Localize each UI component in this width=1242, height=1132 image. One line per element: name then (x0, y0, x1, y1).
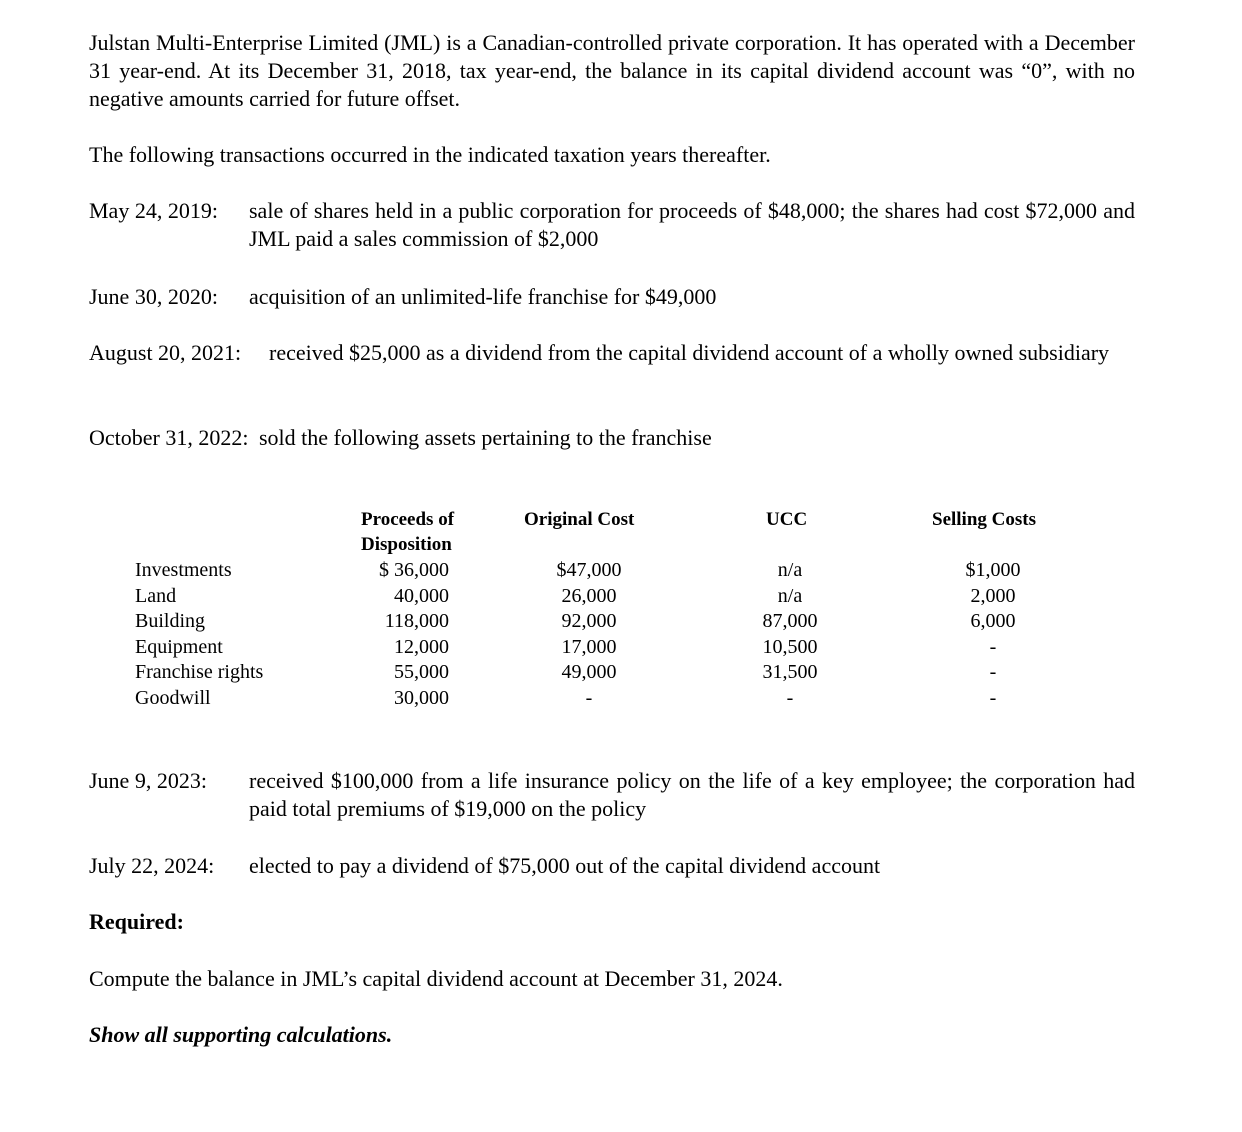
transaction-entry (89, 424, 1135, 452)
table-cell-proceeds: 118,000 (384, 610, 449, 632)
header-selling-costs: Selling Costs (932, 509, 1036, 530)
transaction-entry (89, 339, 1135, 367)
table-cell-ucc: 87,000 (762, 610, 818, 632)
transaction-text: received $100,000 from a life insurance policy on the life of a key employee; the corporation had paid total premiums of $19,000 on the policy (249, 768, 1135, 821)
table-cell-cost: 17,000 (561, 635, 617, 658)
table-cell-selling: $1,000 (965, 559, 1021, 581)
question-text: Compute the balance in JML’s capital dividend account at December 31, 2024. (89, 966, 783, 991)
table-cell-selling: - (989, 635, 997, 658)
transaction-text: acquisition of an unlimited-life franchise for $49,000 (249, 284, 717, 309)
instruction-text: Show all supporting calculations. (89, 1022, 393, 1047)
table-cell-ucc: 31,500 (762, 661, 818, 683)
header-proceeds-line1: Proceeds of (361, 509, 455, 530)
header-proceeds (361, 507, 454, 557)
header-ucc: UCC (766, 509, 808, 530)
table-cell-asset: Equipment (135, 635, 223, 658)
table-cell-cost: 49,000 (561, 661, 617, 683)
transaction-date: May 24, 2019: (89, 198, 218, 223)
transactions-intro: The following transactions occurred in the indicated taxation years thereafter. (89, 142, 771, 167)
table-cell-ucc: n/a (777, 559, 803, 581)
table-cell-proceeds: $ 36,000 (379, 559, 449, 581)
table-cell-cost: $47,000 (556, 559, 622, 581)
table-cell-proceeds: 40,000 (394, 584, 449, 607)
table-cell-asset: Goodwill (135, 686, 211, 709)
table-cell-selling: 6,000 (970, 610, 1016, 632)
transaction-text: received $25,000 as a dividend from the capital dividend account of a wholly owned subsidiary (269, 340, 1110, 365)
table-cell-cost: - (585, 686, 593, 709)
required-heading: Required: (89, 909, 184, 934)
transaction-entry (89, 767, 1135, 823)
intro-paragraph: Julstan Multi-Enterprise Limited (JML) is a Canadian-controlled private corporation. It has operated with a December 31 year-end. At its December 31, 2018, tax year-end, the balance in its capital dividend account was “0”, with no negative amounts carried for future offset. (89, 30, 1135, 111)
table-cell-selling: - (989, 686, 997, 709)
transaction-date: August 20, 2021: (89, 340, 242, 365)
transaction-text: elected to pay a dividend of $75,000 out of the capital dividend account (249, 853, 881, 878)
transaction-date: June 30, 2020: (89, 284, 218, 309)
transaction-entry (89, 852, 1135, 880)
transaction-text: sold the following assets pertaining to the franchise (259, 425, 712, 450)
transaction-entry (89, 283, 1135, 311)
table-cell-ucc: 10,500 (762, 635, 818, 658)
table-cell-proceeds: 30,000 (394, 686, 449, 709)
table-cell-asset: Investments (135, 559, 232, 581)
transaction-date: July 22, 2024: (89, 853, 215, 878)
table-cell-asset: Building (135, 610, 206, 632)
table-cell-proceeds: 55,000 (394, 661, 449, 683)
header-original-cost: Original Cost (524, 509, 635, 530)
transaction-entry (89, 197, 1135, 253)
table-cell-cost: 26,000 (561, 584, 617, 607)
table-cell-proceeds: 12,000 (394, 635, 449, 658)
transaction-date: June 9, 2023: (89, 768, 207, 793)
transaction-date: October 31, 2022: (89, 425, 249, 450)
table-cell-ucc: n/a (777, 584, 803, 607)
table-cell-selling: 2,000 (970, 584, 1016, 607)
header-proceeds-line2: Disposition (361, 534, 452, 555)
table-cell-asset: Franchise rights (135, 661, 264, 683)
transaction-text: sale of shares held in a public corporation for proceeds of $48,000; the shares had cost $72,000 and JML paid a sales commission of $2,000 (249, 198, 1135, 251)
table-cell-selling: - (989, 661, 997, 683)
table-cell-cost: 92,000 (561, 610, 617, 632)
table-cell-ucc: - (786, 686, 794, 709)
table-cell-asset: Land (135, 584, 177, 607)
